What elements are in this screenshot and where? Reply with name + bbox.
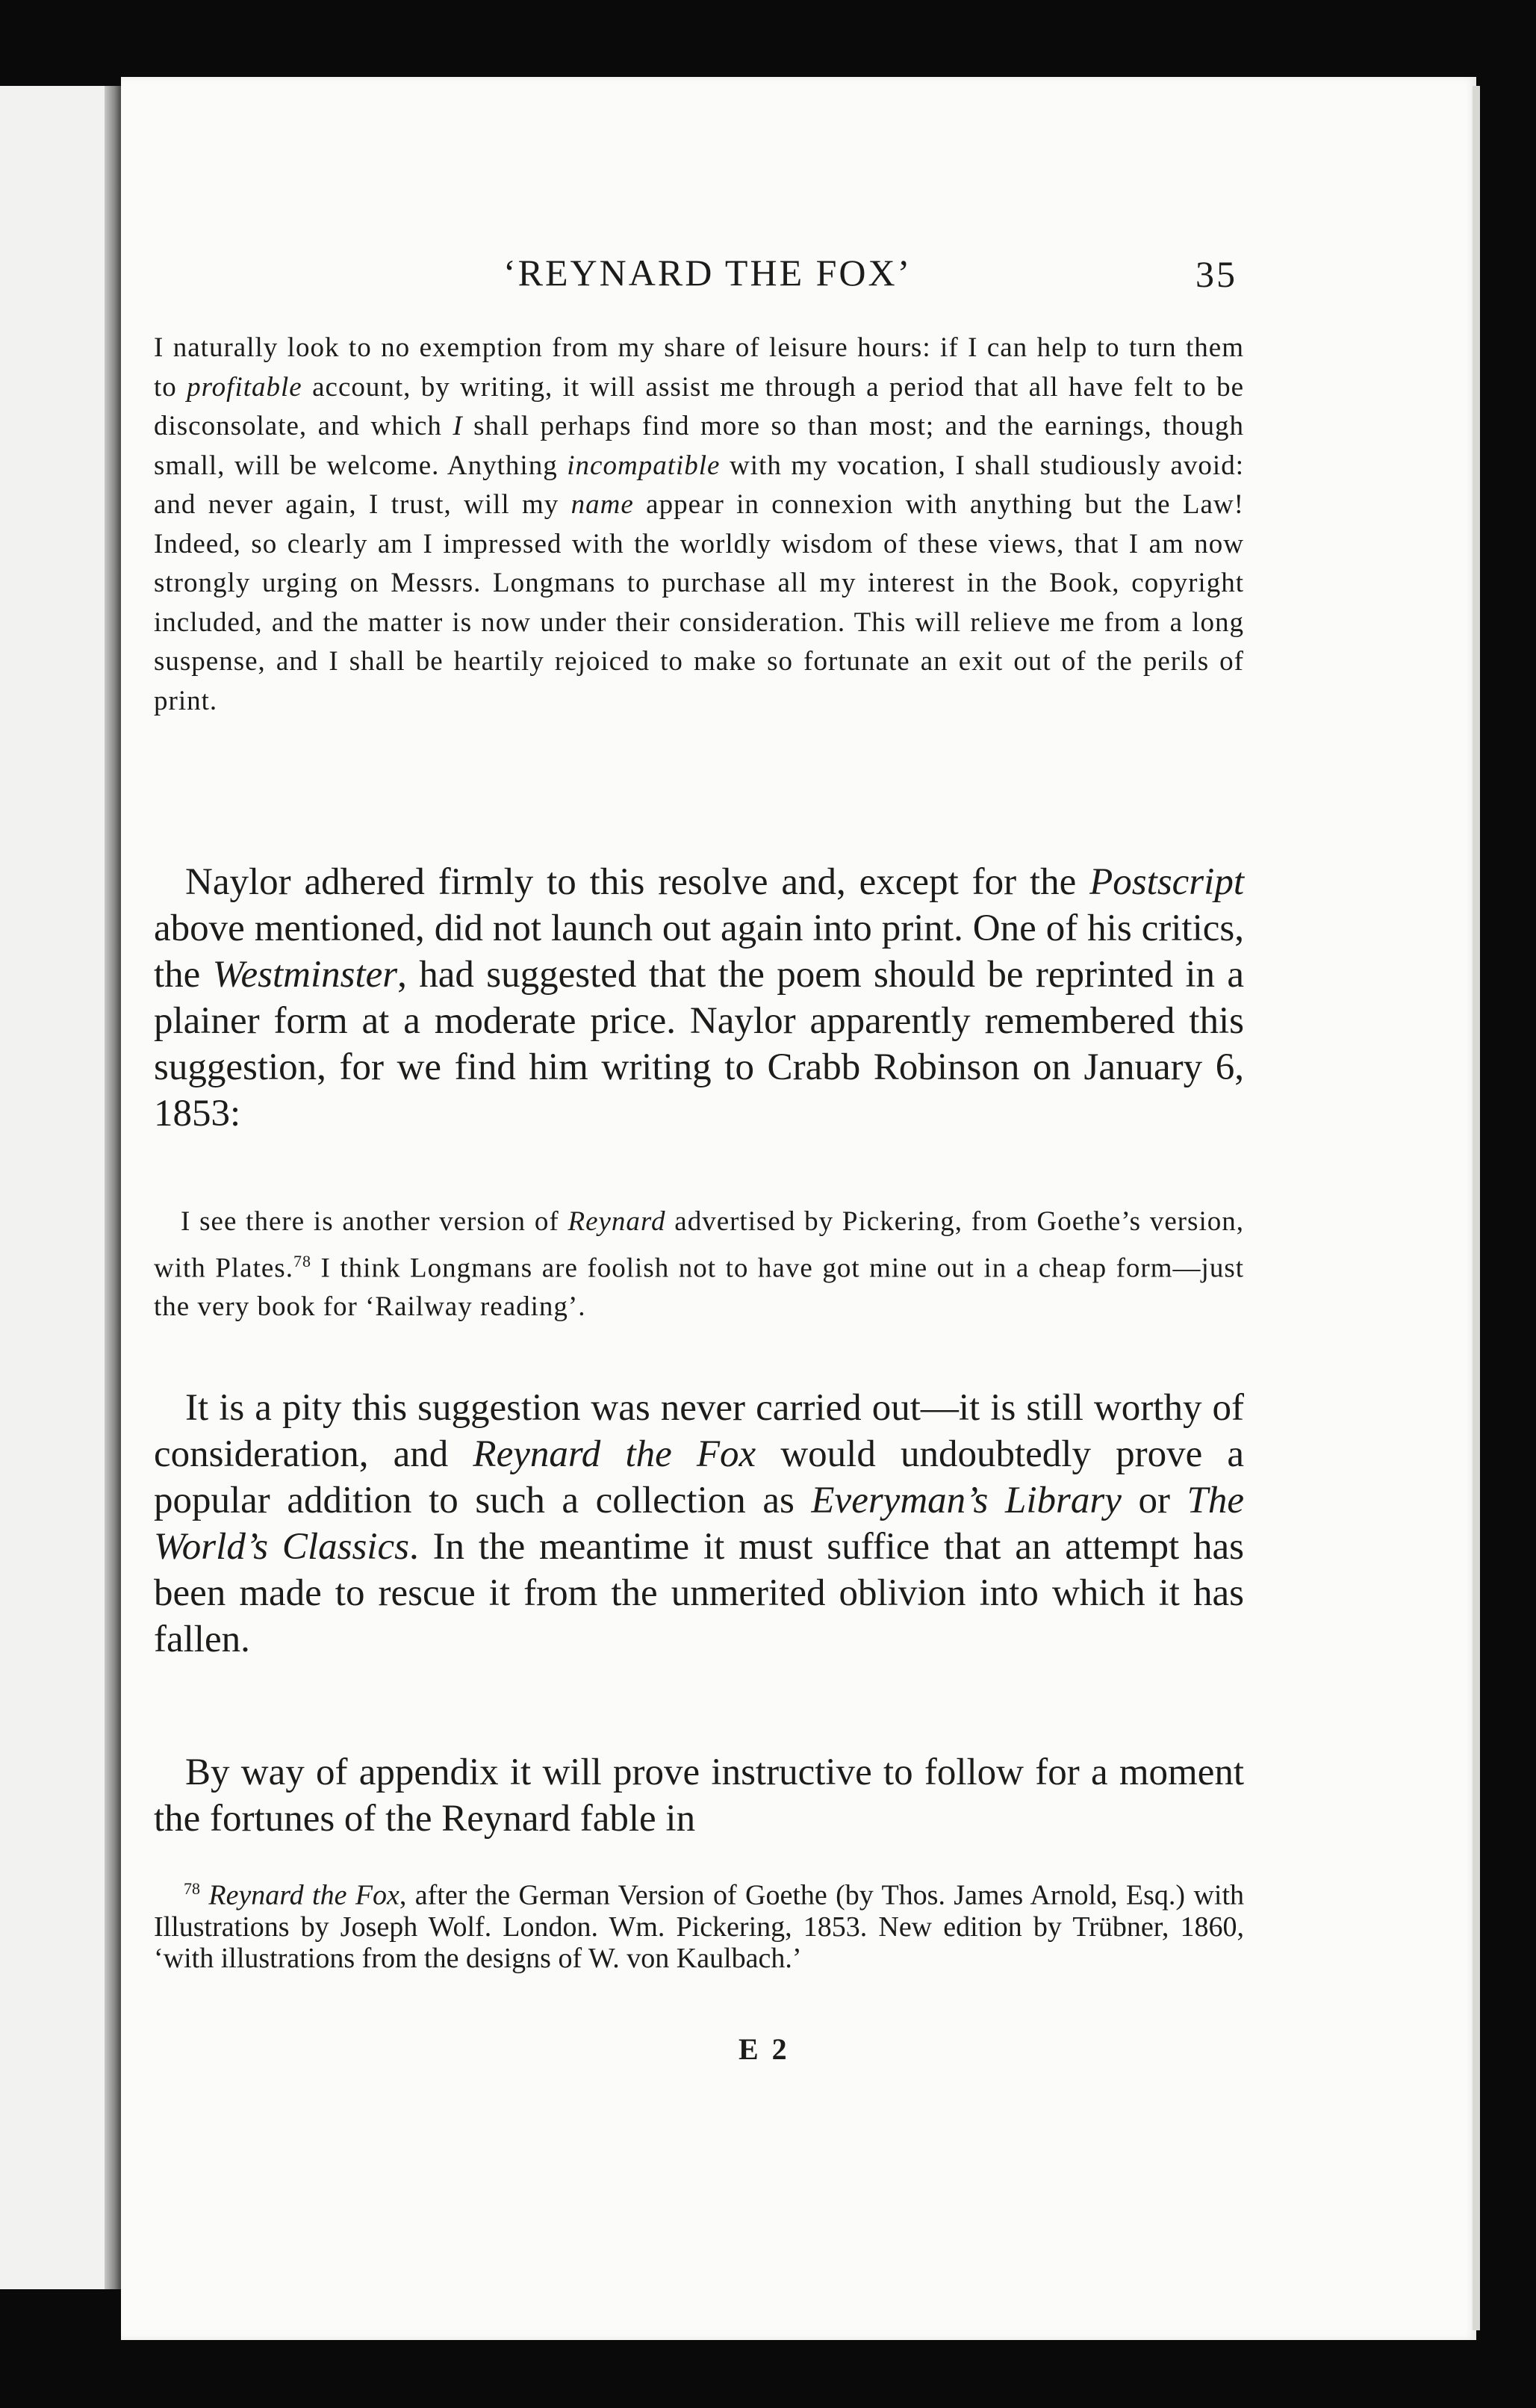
footnote-marker: 78	[184, 1879, 200, 1898]
text-span: I naturally look to no exemption from my share of leisure hours: if I can help to turn them to	[154, 332, 1244, 403]
text-span: appear in connexion with anything but the Law! Indeed, so clearly am I impressed with the worldly wisdom of these views, that I am now strongly urging on Messrs. Longmans to purchase all my interest in the Book, copyright included, and the matter is now under their consideration. This will relieve me from a long suspense, and I shall be heartily rejoiced to make so fortunate an exit out of the perils of print.	[154, 489, 1244, 716]
facing-page-fragment	[0, 86, 118, 2289]
book-gutter	[105, 86, 121, 2289]
italic-span: Reynard the Fox	[473, 1433, 756, 1475]
italic-span: name	[570, 489, 634, 520]
running-title: ‘REYNARD THE FOX’	[503, 252, 912, 294]
text-span: . In the meantime it must suffice that an attempt has been made to rescue it from the unmerited oblivion into which it has fallen.	[154, 1526, 1245, 1660]
text-span: , after the German Version of Goethe (by Thos. James Arnold, Esq.) with Illustrations by Joseph Wolf. London. Wm. Pickering, 1853. New edition by Trübner, 1860, ‘with illustrations from the designs of W. von Kaulbach.’	[154, 1879, 1245, 1974]
italic-span: I	[453, 411, 463, 441]
page-number: 35	[1195, 253, 1237, 295]
text-span: or	[1121, 1480, 1187, 1521]
text-span: It is a pity this suggestion was never carried out—it is still worthy of consideration, and	[154, 1387, 1244, 1475]
body-paragraph-3	[154, 1749, 1244, 1842]
italic-span: The World’s Classics	[154, 1480, 1245, 1568]
text-span: I see there is another version of	[181, 1206, 568, 1237]
footnote-text	[154, 1880, 1244, 1974]
italic-span: Everyman’s Library	[811, 1480, 1122, 1521]
running-head	[154, 187, 1244, 295]
text-span: shall perhaps find more so than most; and the earnings, though small, will be welcome. Anything	[154, 411, 1244, 481]
text-span: By way of appendix it will prove instructive to follow for a moment the fortunes of the Reynard fable in	[154, 1751, 1244, 1840]
letter-quote-1	[154, 329, 1244, 721]
text-span: with my vocation, I shall studiously avoid: and never again, I trust, will my	[154, 450, 1244, 520]
letter-quote-2	[154, 1203, 1244, 1327]
italic-span: Reynard the Fox	[208, 1879, 399, 1911]
text-span: would undoubtedly prove a popular addition to such a collection as	[154, 1433, 1244, 1521]
body-paragraph-2	[154, 1385, 1244, 1663]
signature-mark: E 2	[739, 2032, 790, 2066]
text-span: advertised by Pickering, from Goethe’s version, with Plates.	[154, 1206, 1244, 1283]
page-edge	[1473, 86, 1480, 2330]
text-span: I think Longmans are foolish not to have got mine out in a cheap form—just the very book for ‘Railway reading’.	[154, 1252, 1244, 1323]
text-span: above mentioned, did not launch out again into print. One of his critics, the	[154, 907, 1244, 996]
text-span: , had suggested that the poem should be reprinted in a plainer form at a moderate price. Naylor apparently remembered this suggestion, for we find him writing to Crabb Robinson on January 6, 1853:	[154, 954, 1244, 1135]
footnote-78	[154, 1873, 1244, 1974]
page-content	[154, 187, 1245, 2066]
italic-span: profitable	[187, 371, 302, 403]
italic-span: Reynard	[568, 1206, 666, 1237]
text-span: Naylor adhered firmly to this resolve and, except for the	[185, 861, 1090, 903]
italic-span: Westminster	[212, 954, 398, 996]
italic-span: Postscript	[1089, 861, 1244, 903]
italic-span: incompatible	[567, 450, 721, 481]
text-span: account, by writing, it will assist me through a period that all have felt to be disconsolate, and which	[154, 371, 1244, 441]
body-paragraph-1	[154, 859, 1244, 1137]
footnote-ref: 78	[293, 1251, 311, 1270]
